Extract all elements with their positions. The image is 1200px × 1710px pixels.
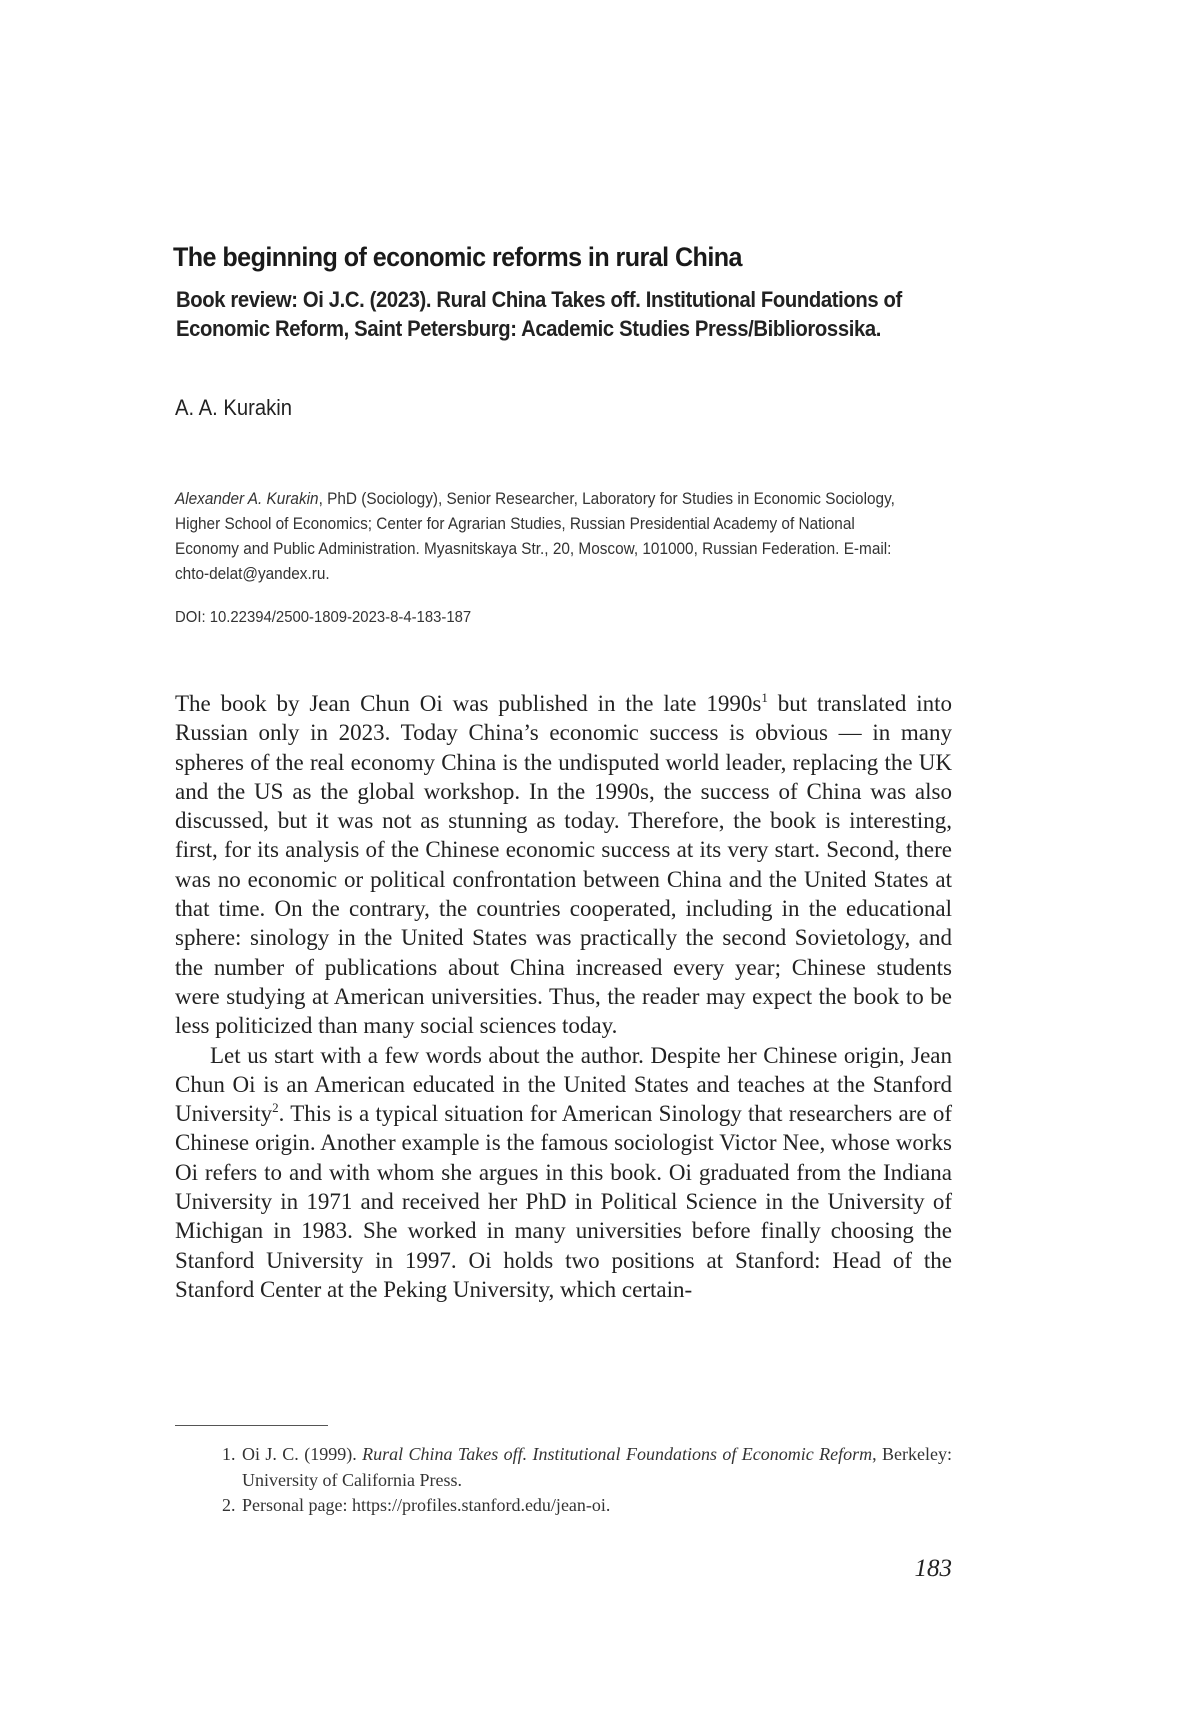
paragraph-2-text-a: Let us start with a few words about the author. Despite her Chinese origin, Jean Chun Oi is an American educated in the United States and teaches at the Stanford University <box>175 1042 952 1127</box>
footnote-number: 2. <box>222 1495 236 1515</box>
article-subtitle: Book review: Oi J.C. (2023). Rural China Takes off. Institutional Foundations of Economic Reform, Saint Petersburg: Academic Studies Press/Bibliorossika. <box>176 287 902 341</box>
author-name: A. A. Kurakin <box>175 395 293 420</box>
footnote-divider <box>175 1425 328 1426</box>
footnote-text: , Berkeley: University of California Press. <box>242 1444 952 1490</box>
affiliation-details: , PhD (Sociology), Senior Researcher, Laboratory for Studies in Economic Sociology, Higher School of Economics; Center for Agrarian Studies, Russian Presidential Academy of National Economy and Public Administration. Myasnitskaya Str., 20, Moscow, 101000, Russian Federation. E-mail: chto-delat@yandex.ru. <box>175 490 895 583</box>
article-title: The beginning of economic reforms in rural China <box>173 242 742 272</box>
footnote-book-title: Rural China Takes off. Institutional Foundations of Economic Reform <box>362 1444 873 1464</box>
footnote-number: 1. <box>222 1444 236 1464</box>
page-number: 183 <box>914 1555 952 1582</box>
paragraph-1-text-a: The book by Jean Chun Oi was published in the late 1990s <box>175 691 762 716</box>
footnote-ref-1[interactable]: 1 <box>761 690 768 705</box>
footnotes <box>222 1442 952 1519</box>
paragraph-1 <box>175 689 952 1041</box>
affiliation-author-name: Alexander A. Kurakin <box>175 490 319 508</box>
doi: DOI: 10.22394/2500-1809-2023-8-4-183-187 <box>175 609 472 626</box>
paragraph-2 <box>175 1041 952 1305</box>
paragraph-2-text-b: . This is a typical situation for American Sinology that researchers are of Chinese origin. Another example is the famous sociologist Victor Nee, whose works Oi refers to and with whom she argues in this book. Oi graduated from the Indiana University in 1971 and received her PhD in Political Science in the University of Michigan in 1983. She worked in many universities before finally choosing the Stanford University in 1997. Oi holds two positions at Stanford: Head of the Stanford Center at the Peking University, which certain- <box>175 1101 952 1302</box>
author-affiliation <box>175 487 910 587</box>
footnote-1 <box>222 1442 952 1493</box>
footnote-ref-2[interactable]: 2 <box>272 1100 279 1116</box>
footnote-text: Oi J. C. (1999). <box>242 1444 363 1464</box>
footnote-link[interactable]: Personal page: https://profiles.stanford.edu/jean-oi. <box>242 1495 611 1515</box>
footnote-2 <box>222 1493 952 1519</box>
paragraph-1-text-b: but translated into Russian only in 2023. Today China’s economic success is obvious — in many spheres of the real economy China is the undisputed world leader, replacing the UK and the US as the global workshop. In the 1990s, the success of China was also discussed, but it was not as stunning as today. Therefore, the book is interesting, first, for its analysis of the Chinese economic success at its very start. Second, there was no economic or political confrontation between China and the United States at that time. On the contrary, the countries cooperated, including in the educational sphere: sinology in the United States was practically the second Sovietology, and the number of publications about China increased every year; Chinese students were studying at American universities. Thus, the reader may expect the book to be less politicized than many social sciences today. <box>175 691 952 1039</box>
body-text <box>175 689 952 1304</box>
